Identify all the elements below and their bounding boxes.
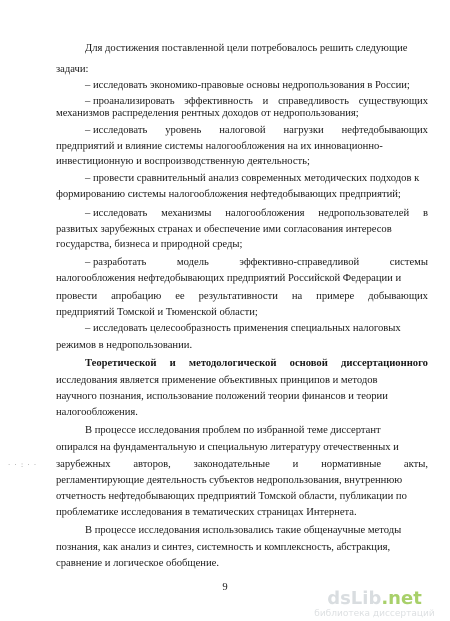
word: нормативные — [321, 459, 382, 470]
text-line: инвестиционную и воспроизводственную деятельность; — [56, 156, 310, 167]
word: нефтедобывающих — [341, 125, 428, 136]
text-line: проблематике исследования в тематических страницах Интернета. — [56, 507, 357, 518]
word: – исследовать — [85, 208, 148, 219]
word: ее — [175, 291, 185, 302]
word: и — [262, 96, 269, 107]
text-line: задачи: — [56, 64, 89, 75]
word: законодательные — [193, 459, 270, 470]
word: существующих — [358, 96, 428, 107]
text-line: Для достижения поставленной цели потребовалось решить следующие — [85, 43, 408, 54]
text-line — [56, 290, 428, 303]
text-line: предприятий и влияние системы налогообложения на их инновационно- — [56, 141, 383, 152]
word: налогообложения — [225, 208, 305, 219]
word: – исследовать — [85, 125, 148, 136]
text-line: В процессе исследования проблем по избранной теме диссертант — [85, 425, 381, 436]
text-line — [56, 458, 428, 471]
text-line: государства, бизнеса и природной среды; — [56, 239, 243, 250]
text-line: отчетность нефтедобывающих предприятий Томской области, публикации по — [56, 491, 407, 502]
text-line: опирался на фундаментальную и специальную литературу отечественных и — [56, 442, 399, 453]
text-line: В процессе исследования использовались такие общенаучные методы — [85, 525, 402, 536]
margin-mark: · · : · · — [8, 461, 38, 469]
text-line: исследования является применение объективных принципов и методов — [56, 375, 378, 386]
word: налоговой — [219, 125, 266, 136]
word: – разработать — [85, 257, 147, 268]
watermark-brand-main: dsLib — [327, 588, 382, 609]
word: Теоретической — [85, 358, 157, 369]
word: и — [292, 459, 299, 470]
text-line — [85, 207, 428, 220]
word: основой — [289, 358, 328, 369]
word: – проанализировать — [85, 96, 175, 107]
watermark-logo — [302, 590, 447, 620]
text-line: предприятий Томской и Тюменской области; — [56, 307, 258, 318]
word: провести — [56, 291, 98, 302]
word: механизмы — [161, 208, 212, 219]
text-line: – исследовать экономико-правовые основы недропользования в России; — [85, 80, 410, 91]
watermark-brand — [302, 590, 447, 608]
word: на — [291, 291, 303, 302]
text-line: – исследовать целесообразность применения специальных налоговых — [85, 323, 401, 334]
page-number: 9 — [222, 582, 228, 593]
text-line: налогообложения нефтедобывающих предприятий Российской Федерации и — [56, 273, 402, 284]
text-line: налогообложения. — [56, 407, 138, 418]
word: акты, — [403, 459, 428, 470]
word: нагрузки — [283, 125, 324, 136]
word: справедливость — [278, 96, 349, 107]
word: и — [169, 358, 176, 369]
watermark-subtitle: библиотека диссертаций — [314, 609, 435, 619]
text-line — [85, 256, 428, 269]
text-line: познания, как анализ и синтез, системность и комплексность, абстракция, — [56, 542, 391, 553]
word: недропользователей — [318, 208, 410, 219]
text-line — [85, 124, 428, 137]
word: результативности — [198, 291, 278, 302]
text-line: механизмов распределения рентных доходов от недропользования; — [56, 108, 359, 119]
word: эффективность — [184, 96, 253, 107]
text-line — [85, 357, 428, 370]
word: примере — [316, 291, 355, 302]
word: системы — [389, 257, 428, 268]
text-line: регламентирующие деятельность субъектов недропользования, внутреннюю — [56, 475, 403, 486]
text-line: развитых зарубежных странах и обеспечение ими согласования интересов — [56, 224, 392, 235]
word: в — [422, 208, 428, 219]
text-line: научного познания, использование положений теории финансов и теории — [56, 391, 388, 402]
text-line: сравнение и логическое обобщение. — [56, 558, 219, 569]
word: авторов, — [133, 459, 171, 470]
word: уровень — [165, 125, 202, 136]
watermark-brand-accent: .net — [381, 588, 422, 609]
text-line: – провести сравнительный анализ современных методических подходов к — [85, 173, 420, 184]
text-line: формированию системы налогообложения нефтедобывающих предприятий; — [56, 189, 401, 200]
word: добывающих — [368, 291, 428, 302]
word: апробацию — [111, 291, 162, 302]
word: модель — [176, 257, 209, 268]
word: диссертационного — [341, 358, 428, 369]
word: эффективно-справедливой — [239, 257, 360, 268]
text-line: режимов в недропользовании. — [56, 340, 193, 351]
word: методологической — [188, 358, 277, 369]
word: зарубежных — [56, 459, 111, 470]
